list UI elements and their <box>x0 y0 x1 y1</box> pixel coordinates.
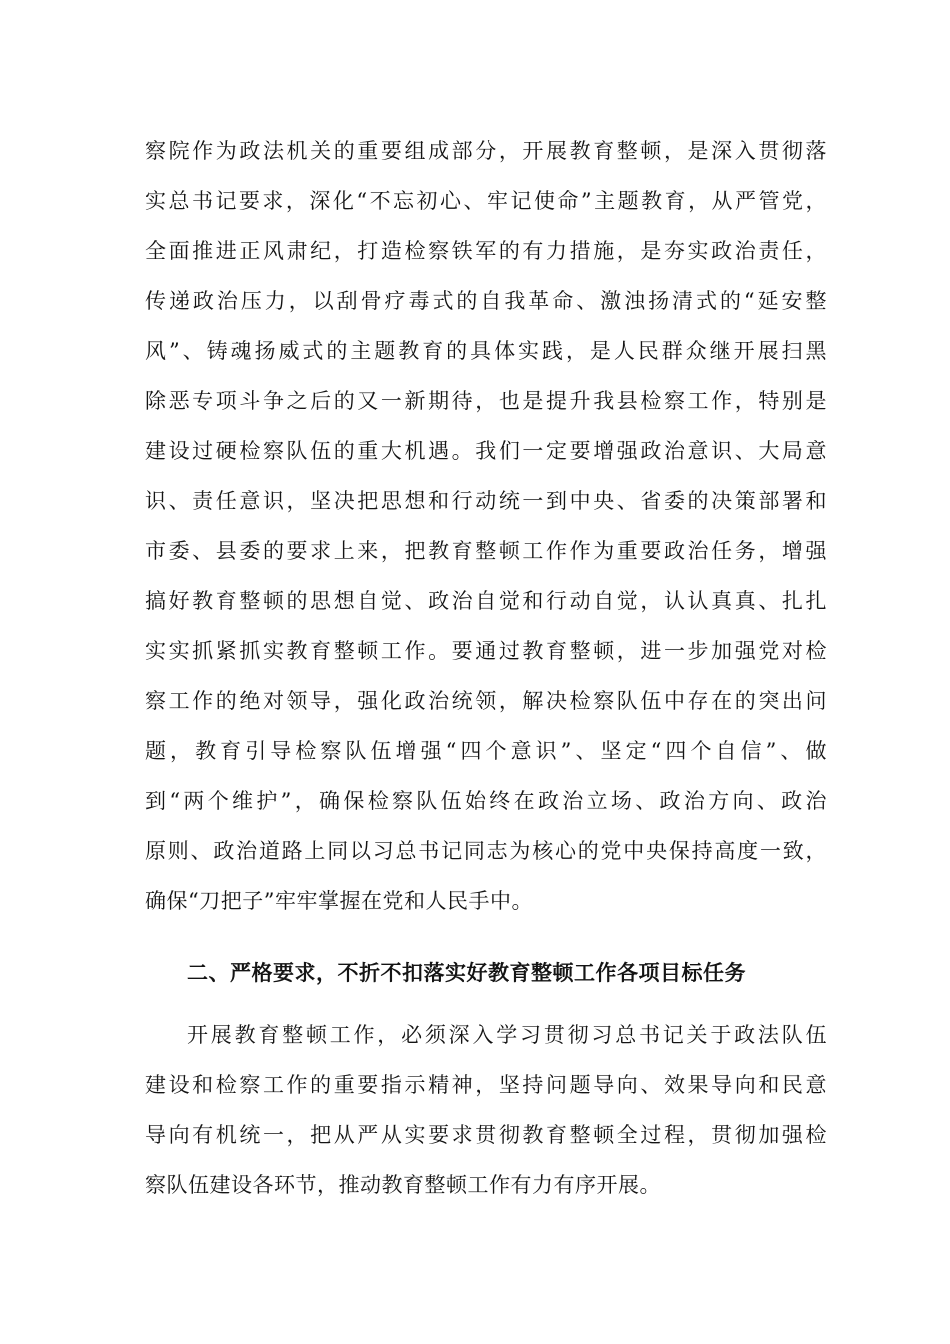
paragraph-line: 察院作为政法机关的重要组成部分，开展教育整顿，是深入贯彻落 <box>145 139 827 163</box>
paragraph-line: 市委、县委的要求上来，把教育整顿工作作为重要政治任务，增强 <box>145 539 827 563</box>
paragraph-line: 察队伍建设各环节，推动教育整顿工作有力有序开展。 <box>145 1173 661 1197</box>
paragraph-line: 全面推进正风肃纪，打造检察铁军的有力措施，是夯实政治责任， <box>145 239 827 263</box>
paragraph-line: 确保“刀把子”牢牢掌握在党和人民手中。 <box>145 889 533 913</box>
paragraph-line: 建设过硬检察队伍的重大机遇。我们一定要增强政治意识、大局意 <box>145 439 827 463</box>
paragraph-line: 除恶专项斗争之后的又一新期待，也是提升我县检察工作，特别是 <box>145 389 827 413</box>
paragraph-line: 实总书记要求，深化“不忘初心、牢记使命”主题教育，从严管党， <box>145 189 827 213</box>
paragraph-line: 风”、铸魂扬威式的主题教育的具体实践，是人民群众继开展扫黑 <box>145 339 827 363</box>
paragraph-line: 识、责任意识，坚决把思想和行动统一到中央、省委的决策部署和 <box>145 489 827 513</box>
paragraph-line: 导向有机统一，把从严从实要求贯彻教育整顿全过程，贯彻加强检 <box>145 1123 827 1147</box>
paragraph-line: 实实抓紧抓实教育整顿工作。要通过教育整顿，进一步加强党对检 <box>145 639 827 663</box>
paragraph-line: 搞好教育整顿的思想自觉、政治自觉和行动自觉，认认真真、扎扎 <box>145 589 827 613</box>
paragraph-line: 传递政治压力，以刮骨疗毒式的自我革命、激浊扬清式的“延安整 <box>145 289 827 313</box>
paragraph-line: 开展教育整顿工作，必须深入学习贯彻习总书记关于政法队伍 <box>187 1023 827 1047</box>
paragraph-line: 原则、政治道路上同以习总书记同志为核心的党中央保持高度一致， <box>145 839 827 863</box>
paragraph-line: 题，教育引导检察队伍增强“四个意识”、坚定“四个自信”、做 <box>145 739 827 763</box>
paragraph-line: 建设和检察工作的重要指示精神，坚持问题导向、效果导向和民意 <box>145 1073 827 1097</box>
section-heading: 二、严格要求，不折不扣落实好教育整顿工作各项目标任务 <box>187 961 746 985</box>
paragraph-line: 察工作的绝对领导，强化政治统领，解决检察队伍中存在的突出问 <box>145 689 827 713</box>
paragraph-line: 到“两个维护”，确保检察队伍始终在政治立场、政治方向、政治 <box>145 789 827 813</box>
